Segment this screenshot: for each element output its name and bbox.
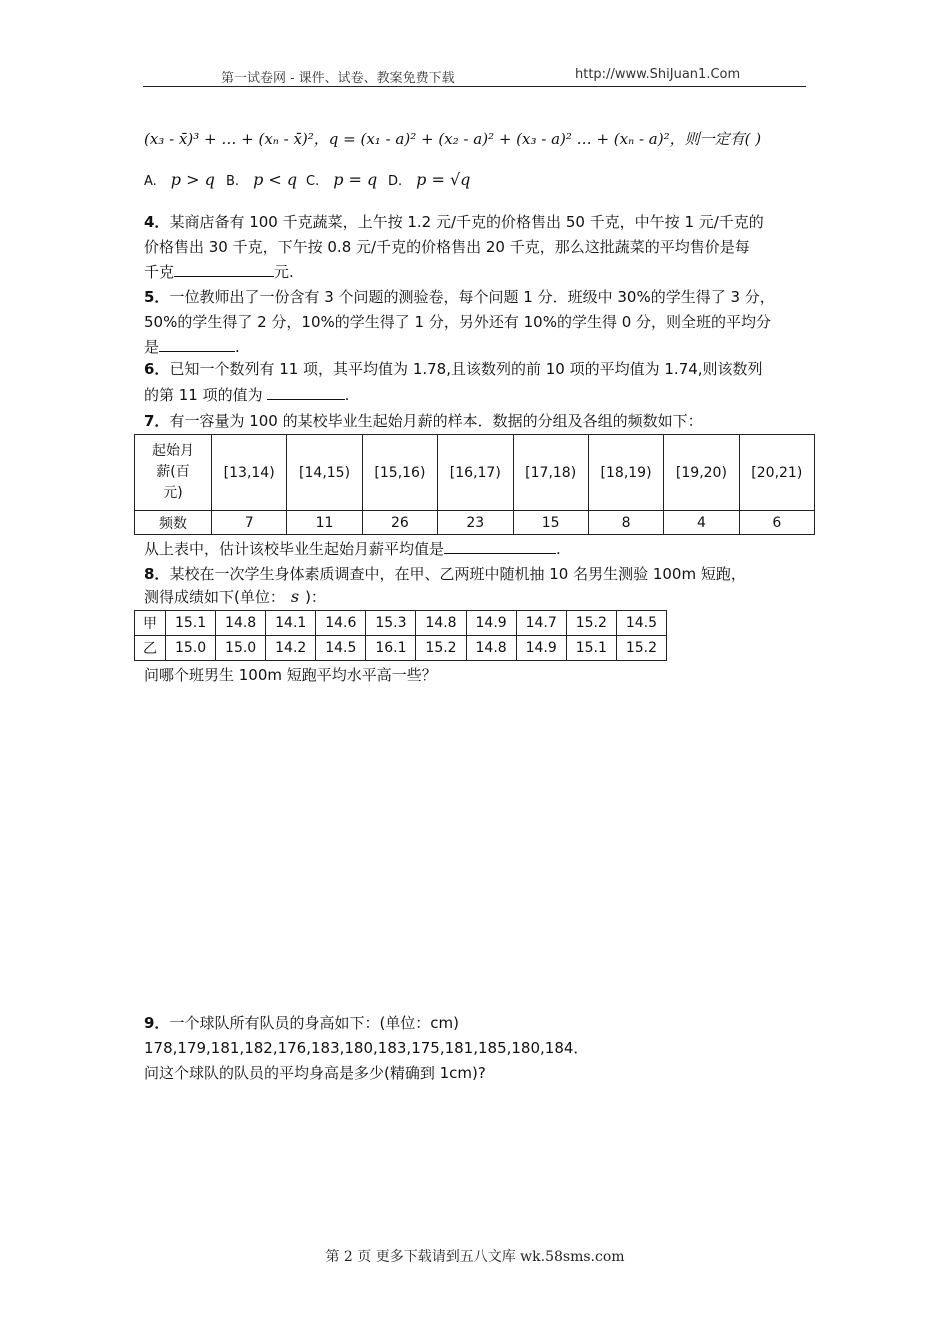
salary-table-row-groups [135, 435, 815, 511]
group-cell: [13,14) [212, 435, 287, 511]
q6-blank [267, 385, 345, 400]
class-label-cell: 甲 [135, 611, 166, 636]
group-cell: [14,15) [287, 435, 362, 511]
time-cell: 14.1 [266, 611, 316, 636]
q3-option-c: C. p = q [306, 170, 378, 189]
q5-line-3: 是 . [144, 338, 240, 356]
freq-cell: 23 [438, 511, 513, 535]
page-header [143, 64, 806, 87]
group-cell: [20,21) [739, 435, 814, 511]
q4-line-3: 千克 元. [144, 263, 294, 281]
time-cell: 15.2 [416, 636, 466, 661]
time-cell: 15.3 [366, 611, 416, 636]
q4-line-2: 价格售出 30 千克，下午按 0.8 元/千克的价格售出 20 千克，那么这批蔬菜的平均售价是每 [144, 238, 750, 256]
salary-table [134, 434, 815, 535]
time-cell: 15.0 [166, 636, 216, 661]
time-cell: 14.5 [316, 636, 366, 661]
sprint-row-yi [135, 636, 667, 661]
freq-cell: 8 [588, 511, 663, 535]
header-url: http://www.ShiJuan1.Com [575, 67, 741, 82]
group-cell: [17,18) [513, 435, 588, 511]
freq-cell: 11 [287, 511, 362, 535]
q5-line-2: 50%的学生得了 2 分，10%的学生得了 1 分，另外还有 10%的学生得 0 分，则全班的平均分 [144, 313, 772, 331]
time-cell: 15.2 [566, 611, 616, 636]
q8-line-1: 8．某校在一次学生身体素质调查中，在甲、乙两班中随机抽 10 名男生测验 100m 短跑， [144, 565, 746, 583]
q6-line-1: 6．已知一个数列有 11 项，其平均值为 1.78,且该数列的前 10 项的平均值为 1.74,则该数列 [144, 360, 763, 378]
time-cell: 14.7 [516, 611, 566, 636]
q9-line-2: 178,179,181,182,176,183,180,183,175,181,185,180,184． [144, 1039, 589, 1057]
q5-blank [159, 337, 235, 352]
q4-line-1: 4．某商店备有 100 千克蔬菜，上午按 1.2 元/千克的价格售出 50 千克，中午按 1 元/千克的 [144, 213, 764, 231]
freq-cell: 6 [739, 511, 814, 535]
time-cell: 15.1 [166, 611, 216, 636]
sprint-row-jia [135, 611, 667, 636]
page-footer: 第 2 页 更多下载请到五八文库 wk.58sms.com [325, 1249, 625, 1265]
salary-header-cell: 起始月 薪(百 元) [135, 435, 212, 511]
q9-line-3: 问这个球队的队员的平均身高是多少(精确到 1cm)? [144, 1064, 486, 1082]
class-label-cell: 乙 [135, 636, 166, 661]
q8-question: 问哪个班男生 100m 短跑平均水平高一些？ [144, 666, 437, 684]
q3-option-a: A. p > q [144, 170, 215, 189]
q5-line-1: 5．一位教师出了一份含有 3 个问题的测验卷，每个问题 1 分．班级中 30%的学生得了 3 分， [144, 288, 775, 306]
q7-after-line: 从上表中，估计该校毕业生起始月薪平均值是 . [144, 540, 561, 558]
freq-cell: 26 [362, 511, 437, 535]
q6-line-2: 的第 11 项的值为 . [144, 386, 350, 404]
group-cell: [19,20) [664, 435, 739, 511]
q3-option-b: B. p < q [226, 170, 298, 189]
q8-line-2: 测得成绩如下(单位： s )： [144, 587, 326, 606]
freq-cell: 4 [664, 511, 739, 535]
time-cell: 14.8 [466, 636, 516, 661]
time-cell: 14.2 [266, 636, 316, 661]
q7-blank [444, 539, 556, 554]
group-cell: [18,19) [588, 435, 663, 511]
group-cell: [16,17) [438, 435, 513, 511]
q4-blank [174, 262, 274, 277]
q3-formula: (x₃ - x̄)³ + … + (xₙ - x̄)²，q = (x₁ - a)² + (x₂ - a)² + (x₃ - a)² … + (xₙ - a)²，则一定有( ) [144, 130, 762, 148]
time-cell: 15.0 [216, 636, 266, 661]
sprint-table [134, 610, 667, 661]
salary-table-row-freq [135, 511, 815, 535]
time-cell: 14.5 [616, 611, 666, 636]
group-cell: [15,16) [362, 435, 437, 511]
q9-line-1: 9．一个球队所有队员的身高如下：(单位：cm) [144, 1014, 460, 1032]
time-cell: 16.1 [366, 636, 416, 661]
q3-option-d: D. p = √q [388, 170, 471, 189]
header-site-text: 第一试卷网 - 课件、试卷、教案免费下载 [221, 71, 455, 86]
time-cell: 15.1 [566, 636, 616, 661]
time-cell: 15.2 [616, 636, 666, 661]
time-cell: 14.9 [516, 636, 566, 661]
time-cell: 14.9 [466, 611, 516, 636]
freq-label-cell: 频数 [135, 511, 212, 535]
time-cell: 14.8 [416, 611, 466, 636]
freq-cell: 15 [513, 511, 588, 535]
time-cell: 14.6 [316, 611, 366, 636]
q7-line-1: 7．有一容量为 100 的某校毕业生起始月薪的样本．数据的分组及各组的频数如下： [144, 412, 703, 430]
freq-cell: 7 [212, 511, 287, 535]
time-cell: 14.8 [216, 611, 266, 636]
